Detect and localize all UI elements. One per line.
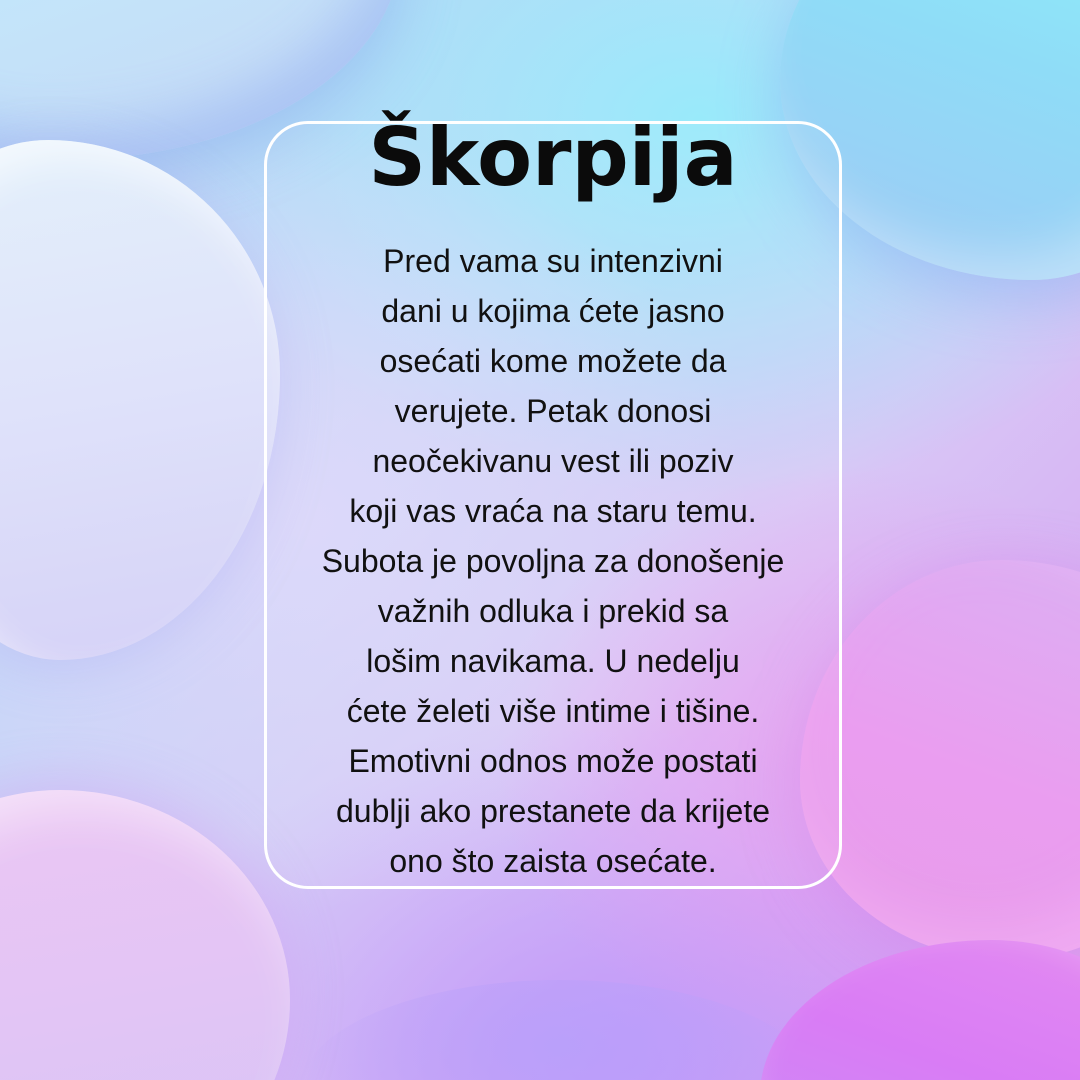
horoscope-line: lošim navikama. U nedelju (366, 643, 740, 679)
background-blob-right-middle (800, 560, 1080, 960)
background-blob-bottom-center (300, 980, 820, 1080)
horoscope-text (267, 236, 839, 886)
horoscope-line: verujete. Petak donosi (394, 393, 712, 429)
background-blob-left-middle (0, 140, 280, 660)
horoscope-line: važnih odluka i prekid sa (377, 593, 729, 629)
horoscope-line: Emotivni odnos može postati (348, 743, 758, 779)
horoscope-line: ćete želeti više intime i tišine. (346, 693, 760, 729)
horoscope-line: dani u kojima ćete jasno (381, 293, 725, 329)
horoscope-card (264, 111, 842, 889)
horoscope-line: Subota je povoljna za donošenje (321, 543, 785, 579)
horoscope-line: Pred vama su intenzivni (383, 243, 723, 279)
background-blob-bottom-left (0, 790, 290, 1080)
horoscope-line: neočekivanu vest ili poziv (372, 443, 734, 479)
horoscope-title: Škorpija (368, 111, 738, 204)
horoscope-line: osećati kome možete da (379, 343, 727, 379)
horoscope-line: ono što zaista osećate. (389, 843, 717, 879)
horoscope-line: koji vas vraća na staru temu. (349, 493, 757, 529)
horoscope-line: dublji ako prestanete da krijete (335, 793, 771, 829)
background-blob-bottom-right (760, 940, 1080, 1080)
